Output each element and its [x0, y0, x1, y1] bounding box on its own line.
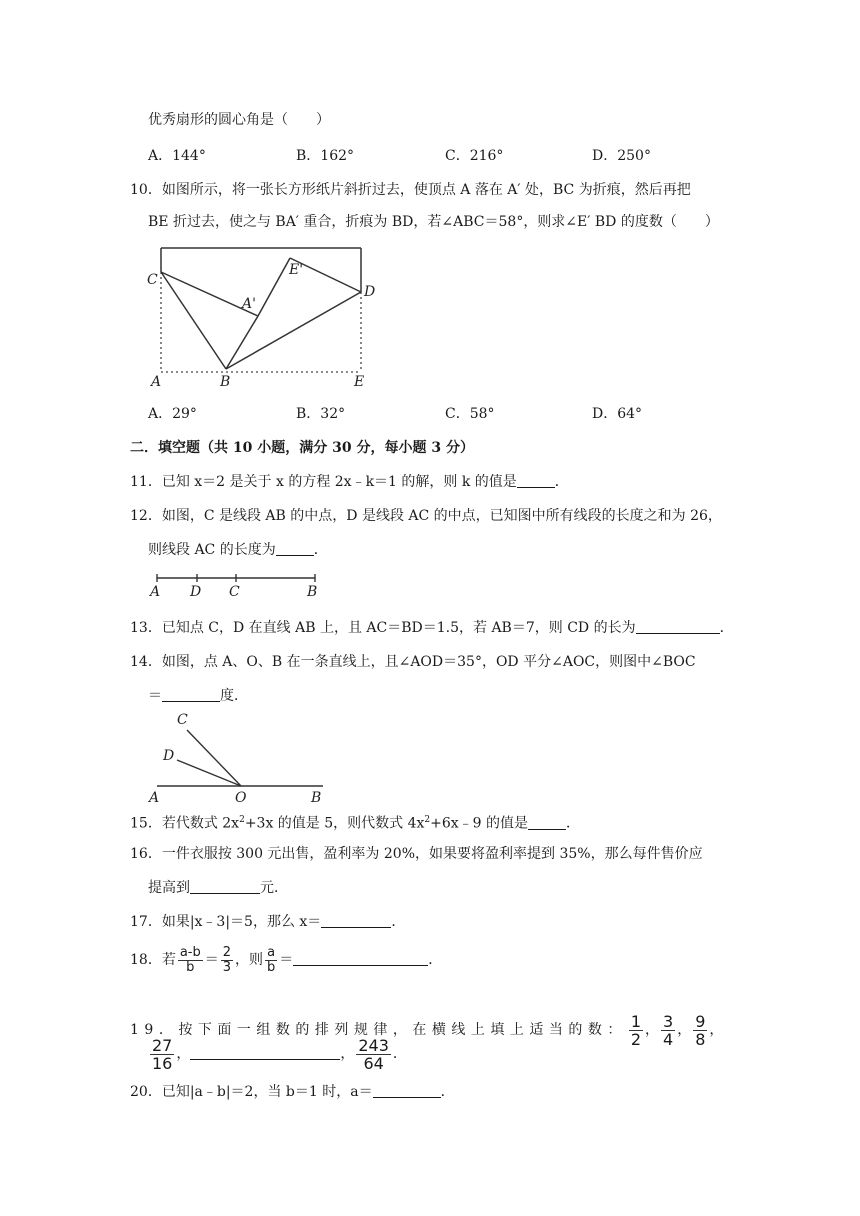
q10-option-b[interactable]: B．32°: [296, 406, 346, 422]
q19-sep-4: ，: [176, 1046, 191, 1062]
q15-exponent-2: 2: [424, 815, 431, 825]
q10-stem-line2: BE 折过去，使之与 BA′ 重合，折痕为 BD，若∠ABC＝58°，则求∠E′ BD 的度数（ ）: [148, 214, 719, 230]
q10-options: [148, 404, 708, 424]
q10-stem-line1: 10．如图所示，将一张长方形纸片斜折过去，使顶点 A 落在 A′ 处，BC 为折痕，然后再把: [130, 182, 691, 198]
q17-stem: 17．如果|x﹣3|＝5，那么 x＝: [130, 914, 322, 930]
q12-stem-text: 则线段 AC 的长度为: [148, 542, 276, 558]
q12-stem-line1: 12．如图，C 是线段 AB 的中点，D 是线段 AC 的中点，已知图中所有线段的长度之和为 26，: [130, 508, 722, 524]
q12-label-d: D: [190, 584, 202, 600]
q15-end: ．: [566, 815, 581, 832]
q16-stem-text: 提高到: [148, 880, 190, 896]
q13-end: ．: [719, 620, 734, 636]
q18-frac3-denominator: b: [267, 959, 276, 975]
q11-answer-blank[interactable]: [517, 473, 555, 488]
q19-fraction-4: [150, 1037, 174, 1072]
q9-options: [148, 146, 708, 166]
q15-answer-blank[interactable]: [528, 815, 566, 830]
q10-option-c[interactable]: C．58°: [445, 406, 495, 422]
q12-label-c: C: [229, 584, 240, 600]
q10-folded-rectangle-figure: [140, 240, 380, 395]
q20: [130, 1082, 455, 1102]
q14-label-d: D: [163, 748, 175, 764]
section-heading-fill-in: 二．填空题（共 10 小题，满分 30 分，每小题 3 分）: [130, 440, 474, 456]
q10-label-d: D: [364, 284, 376, 300]
q10-label-e: E: [354, 374, 365, 390]
q14-stem-line2: [148, 686, 248, 706]
q12-end: ．: [313, 542, 328, 558]
q19-sep-2: ，: [677, 1022, 692, 1038]
q18-fraction-a-minus-b-over-b: [178, 946, 203, 975]
q10-label-a-prime: A': [242, 296, 256, 312]
q18-frac3-numerator: a: [267, 944, 276, 960]
q19-stem: 19．按下面一组数的排列规律，在横线上填上适当的数：: [130, 1022, 627, 1038]
q18-frac2-denominator: 3: [222, 959, 232, 975]
q19-line2: [148, 1032, 407, 1076]
q19-frac1-numerator: 1: [630, 1011, 642, 1031]
q10-label-b: B: [220, 374, 231, 390]
q11: [130, 472, 569, 492]
q14-label-b: B: [311, 790, 322, 806]
q15-stem-b: +3x 的值是 5，则代数式 4x: [244, 815, 425, 832]
q18-frac1-numerator: a-b: [179, 944, 201, 960]
q20-answer-blank[interactable]: [373, 1083, 441, 1098]
q9-option-d[interactable]: D．250°: [592, 148, 651, 164]
q19-frac3-denominator: 8: [695, 1029, 706, 1049]
q18-end: ．: [428, 952, 443, 968]
q19-fraction-2: [661, 1013, 675, 1048]
q14-stem-line1: 14．如图，点 A、O、B 在一条直线上，且∠AOD＝35°，OD 平分∠AOC，则图中∠BOC: [130, 654, 696, 670]
q19-frac1-denominator: 2: [630, 1029, 642, 1049]
q14-end: 度．: [220, 688, 248, 704]
q19-frac5-numerator: 243: [358, 1035, 389, 1055]
q10-label-e-prime: E': [289, 262, 304, 278]
q16-answer-blank[interactable]: [190, 879, 260, 894]
q19-fraction-3: [693, 1013, 707, 1048]
q17-answer-blank[interactable]: [321, 913, 391, 928]
q10-label-c: C: [147, 272, 158, 288]
q18-equals-2: ＝: [279, 952, 294, 968]
q19-sep-3: ，: [709, 1022, 724, 1038]
q12-label-a: A: [150, 584, 161, 600]
q10-label-a: A: [151, 374, 162, 390]
q13-stem: 13．已知点 C，D 在直线 AB 上，且 AC＝BD＝1.5，若 AB＝7，则 CD 的长为: [130, 620, 636, 636]
q15: [130, 810, 580, 834]
q18: [130, 944, 442, 976]
q9-tail-text: 优秀扇形的圆心角是（ ）: [148, 112, 330, 128]
q18-answer-blank[interactable]: [293, 951, 428, 966]
q18-frac1-denominator: b: [186, 959, 195, 975]
q19-sep-1: ，: [645, 1022, 660, 1038]
q9-option-c[interactable]: C．216°: [445, 148, 504, 164]
q14-angle-figure: [145, 708, 330, 808]
q19-answer-blank[interactable]: [190, 1045, 340, 1060]
q18-mid: ，则: [235, 952, 264, 968]
q15-exponent-1: 2: [239, 815, 245, 825]
q18-equals-1: ＝: [204, 952, 219, 968]
q15-stem-a: 15．若代数式 2x: [130, 815, 240, 832]
q14-eq: ＝: [148, 688, 162, 704]
q16-end: 元．: [260, 880, 288, 896]
q9-option-b[interactable]: B．162°: [296, 148, 355, 164]
q19-sep-5: ，: [340, 1046, 355, 1062]
q18-fraction-two-thirds: [221, 946, 233, 975]
q20-end: ．: [440, 1084, 455, 1100]
q19-frac4-denominator: 16: [152, 1053, 173, 1073]
q9-option-a[interactable]: A．144°: [148, 148, 206, 164]
q14-label-a: A: [149, 790, 160, 806]
q19-frac5-denominator: 64: [363, 1053, 384, 1073]
q19-fraction-1: [629, 1013, 643, 1048]
q12-label-b: B: [307, 584, 318, 600]
q19-frac4-numerator: 27: [152, 1035, 173, 1055]
q13: [130, 618, 734, 638]
q20-stem: 20．已知|a﹣b|＝2，当 b＝1 时，a＝: [130, 1084, 373, 1100]
q11-end: ．: [554, 474, 569, 490]
q14-label-o: O: [235, 790, 247, 806]
q19-fraction-5: [356, 1037, 391, 1072]
q18-frac2-numerator: 2: [222, 944, 232, 960]
q16-stem-line1: 16．一件衣服按 300 元出售，盈利率为 20%，如果要将盈利率提到 35%，那么每件售价应: [130, 846, 703, 862]
q12-segment-figure: [145, 570, 325, 600]
q18-fraction-a-over-b: [265, 946, 277, 975]
q17: [130, 912, 405, 932]
q18-stem: 18．若: [130, 952, 176, 968]
q19-frac3-numerator: 9: [695, 1011, 706, 1031]
q16-stem-line2: [148, 878, 288, 898]
q13-answer-blank[interactable]: [636, 619, 720, 634]
q10-option-a[interactable]: A．29°: [148, 406, 197, 422]
q10-option-d[interactable]: D．64°: [592, 406, 643, 422]
q17-end: ．: [391, 914, 406, 930]
q12-answer-blank[interactable]: [276, 541, 314, 556]
q19-frac2-denominator: 4: [663, 1029, 674, 1049]
q12-stem-line2: [148, 540, 328, 560]
q15-stem-c: +6x﹣9 的值是: [430, 815, 529, 832]
q14-label-c: C: [177, 712, 188, 728]
q14-answer-blank[interactable]: [162, 687, 220, 702]
q11-stem: 11．已知 x＝2 是关于 x 的方程 2x﹣k＝1 的解，则 k 的值是: [130, 474, 517, 490]
q19-end: ．: [392, 1046, 407, 1062]
q19-frac2-numerator: 3: [663, 1011, 674, 1031]
